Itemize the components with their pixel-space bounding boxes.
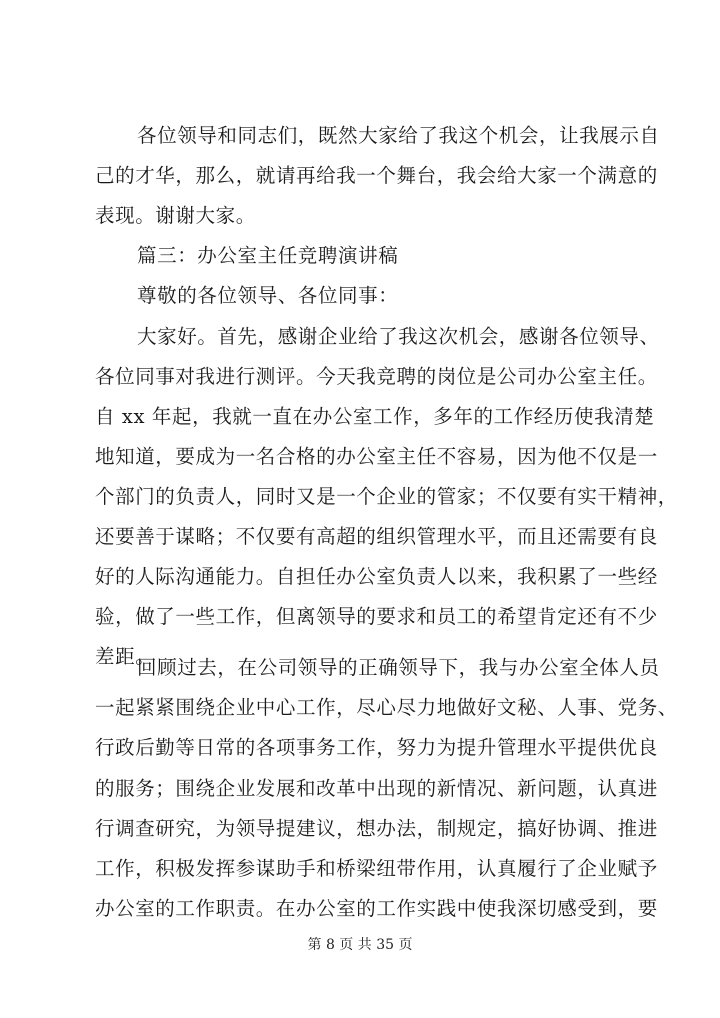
page-footer: 第 8 页 共 35 页: [307, 937, 413, 953]
paragraph-line: 表现。谢谢大家。: [95, 204, 256, 227]
paragraph-line: 好的人际沟通能力。自担任办公室负责人以来，我积累了一些经: [95, 565, 658, 588]
paragraph-line: 大家好。首先，感谢企业给了我这次机会，感谢各位领导、: [137, 325, 660, 348]
paragraph-line: 验，做了一些工作，但离领导的要求和员工的希望肯定还有不少: [95, 605, 658, 628]
paragraph-line: 自 xx 年起，我就一直在办公室工作，多年的工作经历使我清楚: [95, 405, 655, 428]
paragraph-line: 地知道，要成为一名合格的办公室主任不容易，因为他不仅是一: [95, 445, 658, 468]
paragraph-line: 个部门的负责人，同时又是一个企业的管家；不仅要有实干精神，: [95, 485, 678, 508]
paragraph-line: 各位同事对我进行测评。今天我竞聘的岗位是公司办公室主任。: [95, 365, 658, 388]
paragraph-line: 行调查研究，为领导提建议，想办法，制规定，搞好协调、推进: [95, 816, 658, 840]
paragraph-line: 各位领导和同志们，既然大家给了我这个机会，让我展示自: [137, 124, 660, 147]
salutation: 尊敬的各位领导、各位同事：: [137, 284, 399, 307]
paragraph-line: 回顾过去，在公司领导的正确领导下，我与办公室全体人员: [137, 656, 660, 679]
paragraph-line: 工作，积极发挥参谋助手和桥梁纽带作用，认真履行了企业赋予: [95, 857, 658, 880]
paragraph-line: 还要善于谋略；不仅要有高超的组织管理水平，而且还需要有良: [95, 525, 658, 548]
paragraph-line: 己的才华，那么，就请再给我一个舞台，我会给大家一个满意的: [95, 164, 658, 187]
paragraph-line: 的服务；围绕企业发展和改革中出现的新情况、新问题，认真进: [95, 776, 658, 800]
paragraph-line: 办公室的工作职责。在办公室的工作实践中使我深切感受到，要: [95, 897, 658, 921]
paragraph-line: 行政后勤等日常的各项事务工作，努力为提升管理水平提供优良: [95, 736, 658, 760]
section-heading: 篇三：办公室主任竞聘演讲稿: [137, 244, 399, 267]
paragraph-line: 一起紧紧围绕企业中心工作，尽心尽力地做好文秘、人事、党务、: [95, 696, 678, 720]
paragraph-line: 差距。: [95, 645, 156, 668]
